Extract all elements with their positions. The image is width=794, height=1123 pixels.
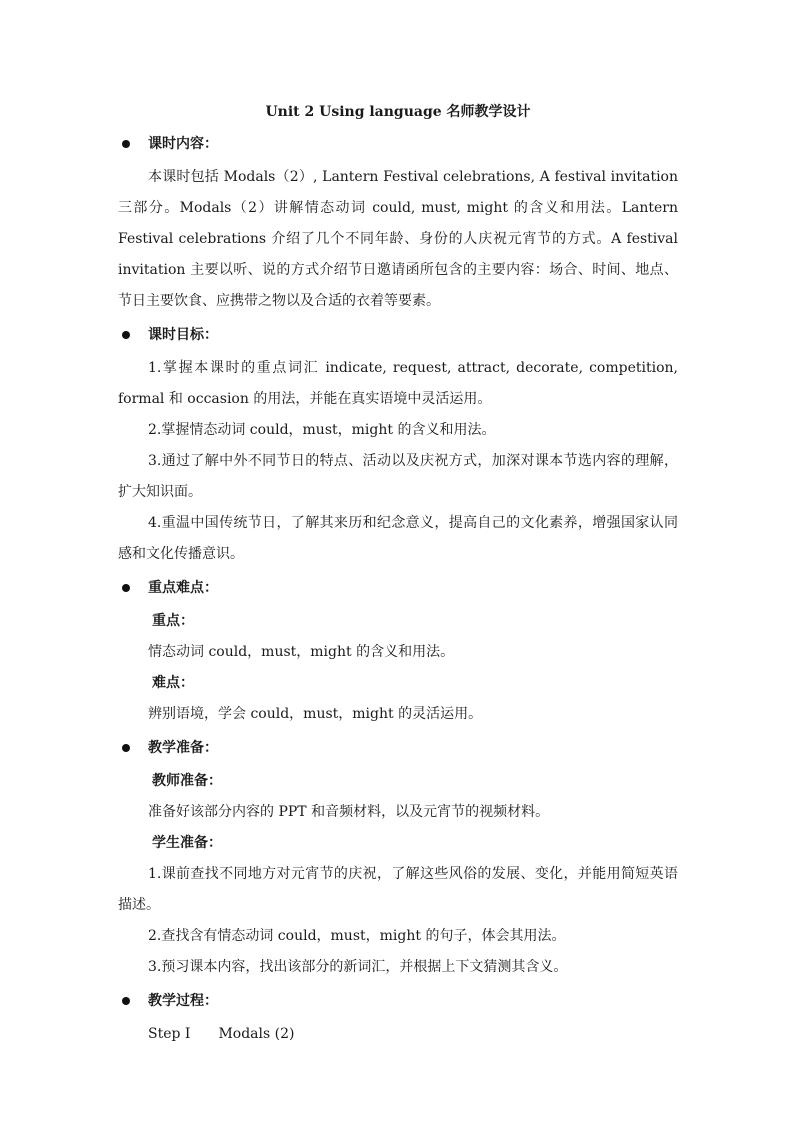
- bullet-icon: [122, 744, 130, 752]
- student-prep-item: 1.课前查找不同地方对元宵节的庆祝，了解这些风俗的发展、变化，并能用简短英语描述。: [118, 866, 678, 913]
- difficult-label: 难点：: [152, 675, 194, 691]
- key-label: 重点：: [152, 613, 194, 629]
- paragraph: 本课时包括 Modals（2）, Lantern Festival celebrations, A festival invitation 三部分。Modals（2）讲解情态动词 could, must, might 的含义和用法。Lantern Festival celebrations 介绍了几个不同年龄、身份的人庆祝元宵节的方式。A festival invitation 主要以听、说的方式介绍节日邀请函所包含的主要内容：场合、时间、地点、节日主要饮食、应携带之物以及合适的衣着等要素。: [118, 169, 678, 309]
- document-page: [118, 100, 678, 1050]
- objective-item: 3.通过了解中外不同节日的特点、活动以及庆祝方式，加深对课本节选内容的理解，扩大知识面。: [118, 453, 678, 500]
- student-prep-item: 2.查找含有情态动词 could，must，might 的句子，体会其用法。: [148, 928, 566, 944]
- section-heading-preparation: [118, 736, 678, 760]
- key-text: 情态动词 could，must，might 的含义和用法。: [148, 644, 455, 660]
- student-prep-label: 学生准备：: [152, 835, 222, 851]
- objective-item: 1.掌握本课时的重点词汇 indicate, request, attract, decorate, competition, formal 和 occasion 的用法，并能在真实语境中灵活运用。: [118, 360, 678, 407]
- heading-text: 教学过程：: [148, 993, 218, 1009]
- teacher-prep-label: 教师准备：: [152, 773, 222, 789]
- bullet-icon: [122, 331, 130, 339]
- heading-text: 教学准备：: [148, 740, 218, 756]
- section-heading-objectives: [118, 323, 678, 347]
- heading-text: 课时目标：: [148, 327, 218, 343]
- section-heading-process: [118, 989, 678, 1013]
- objective-item: 2.掌握情态动词 could，must，might 的含义和用法。: [148, 422, 496, 438]
- bullet-icon: [122, 584, 130, 592]
- step-heading: Step I Modals (2): [148, 1026, 295, 1042]
- section-heading-content: [118, 132, 678, 156]
- teacher-prep-text: 准备好该部分内容的 PPT 和音频材料，以及元宵节的视频材料。: [148, 804, 550, 820]
- document-title: Unit 2 Using language 名师教学设计: [265, 104, 531, 120]
- heading-text: 课时内容：: [148, 136, 218, 152]
- difficult-text: 辨别语境，学会 could，must，might 的灵活运用。: [148, 706, 483, 722]
- bullet-icon: [122, 997, 130, 1005]
- objective-item: 4.重温中国传统节日，了解其来历和纪念意义，提高自己的文化素养，增强国家认同感和文化传播意识。: [118, 515, 678, 562]
- section-heading-key-points: [118, 576, 678, 600]
- student-prep-item: 3.预习课本内容，找出该部分的新词汇，并根据上下文猜测其含义。: [148, 959, 568, 975]
- heading-text: 重点难点：: [148, 580, 218, 596]
- bullet-icon: [122, 140, 130, 148]
